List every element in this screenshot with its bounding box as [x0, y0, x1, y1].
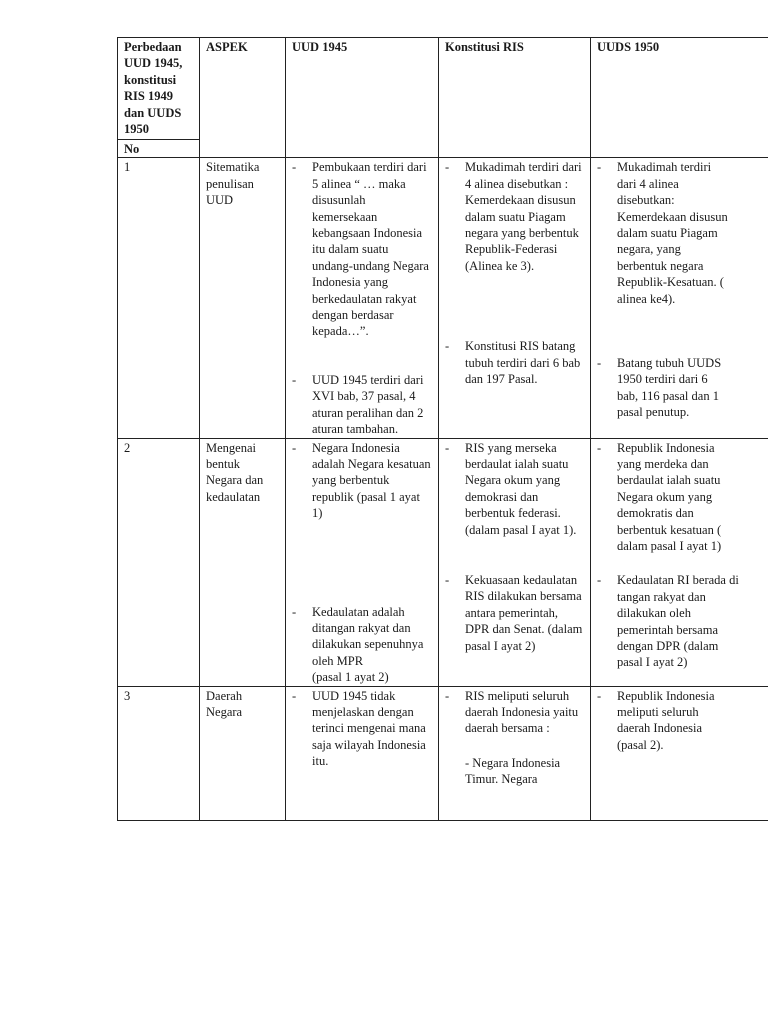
list-item: - UUD 1945 terdiri dari XVI bab, 37 pasal, 4 aturan peralihan dan 2 aturan tambahan. — [292, 372, 424, 437]
row-aspek: Sitematika penulisan UUD — [200, 158, 286, 438]
header-uud-1945: UUD 1945 — [286, 38, 439, 158]
cell-uuds-1950 — [591, 438, 768, 686]
list-item: - Mukadimah terdiri dari 4 alinea disebutkan : Kemerdekaan disusun dalam suatu Piagam negara yang berbentuk Republik-Federasi (Alinea ke 3). — [445, 160, 582, 273]
table-row — [118, 158, 768, 438]
list-item: - Kedaulatan adalah ditangan rakyat dan dilakukan sepenuhnya oleh MPR (pasal 1 ayat 2) — [292, 604, 424, 685]
header-aspek: ASPEK — [200, 38, 286, 158]
cell-uud-1945 — [286, 158, 439, 438]
list-item: - Mukadimah terdiri dari 4 alinea disebutkan: Kemerdekaan disusun dalam suatu Piagam negara, yang berbentuk negara Republik-Kesatuan. ( alinea ke4). — [597, 160, 728, 306]
list-item: - Negara Indonesia adalah Negara kesatuan yang berbentuk republik (pasal 1 ayat 1) — [292, 440, 431, 521]
list-item: - Batang tubuh UUDS 1950 terdiri dari 6 bab, 116 pasal dan 1 pasal penutup. — [597, 356, 722, 420]
row-aspek: Mengenai bentuk Negara dan kedaulatan — [200, 438, 286, 686]
table-row — [118, 438, 768, 686]
ris-extra-text: - Negara Indonesia Timur. Negara — [465, 755, 561, 787]
header-konstitusi-ris: Konstitusi RIS — [439, 38, 591, 158]
list-item: - RIS meliputi seluruh daerah Indonesia yaitu daerah bersama : — [445, 688, 579, 736]
cell-uud-1945 — [286, 438, 439, 686]
cell-uuds-1950 — [591, 686, 768, 820]
list-item: - Republik Indonesia meliputi seluruh daerah Indonesia (pasal 2). — [597, 688, 715, 752]
header-no: No — [118, 140, 200, 158]
row-number: 1 — [118, 158, 200, 438]
list-item: - Republik Indonesia yang merdeka dan berdaulat ialah suatu Negara okum yang demokratis dan berbentuk kesatuan ( dalam pasal I ayat 1) — [597, 440, 722, 553]
cell-konstitusi-ris — [439, 438, 591, 686]
list-item: - Konstitusi RIS batang tubuh terdiri dari 6 bab dan 197 Pasal. — [445, 339, 581, 387]
row-number: 3 — [118, 686, 200, 820]
cell-konstitusi-ris — [439, 686, 591, 820]
list-item: - UUD 1945 tidak menjelaskan dengan terinci mengenai mana saja wilayah Indonesia itu. — [292, 688, 426, 769]
row-number: 2 — [118, 438, 200, 686]
cell-uud-1945 — [286, 686, 439, 820]
header-row — [118, 38, 768, 140]
list-item: - RIS yang merseka berdaulat ialah suatu Negara okum yang demokrasi dan berbentuk federasi. (dalam pasal I ayat 1). — [445, 440, 577, 537]
list-item: - Kekuasaan kedaulatan RIS dilakukan bersama antara pemerintah, DPR dan Senat. (dalam pasal I ayat 2) — [445, 572, 583, 653]
list-item: - Pembukaan terdiri dari 5 alinea “ … maka disusunlah kemersekaan kebangsaan Indonesia itu dalam suatu undang-undang Negara Indonesia yang berkedaulatan rakyat dengan berdasar kepada…”. — [292, 160, 429, 339]
table-row — [118, 686, 768, 820]
header-uuds-1950: UUDS 1950 — [591, 38, 768, 158]
cell-uuds-1950 — [591, 158, 768, 438]
list-item: - Kedaulatan RI berada di tangan rakyat dan dilakukan oleh pemerintah bersama dengan DPR (dalam pasal I ayat 2) — [597, 573, 739, 670]
comparison-table — [117, 37, 768, 821]
header-perbedaan: Perbedaan UUD 1945, konstitusi RIS 1949 dan UUDS 1950 — [118, 38, 200, 140]
cell-konstitusi-ris — [439, 158, 591, 438]
row-aspek: Daerah Negara — [200, 686, 286, 820]
